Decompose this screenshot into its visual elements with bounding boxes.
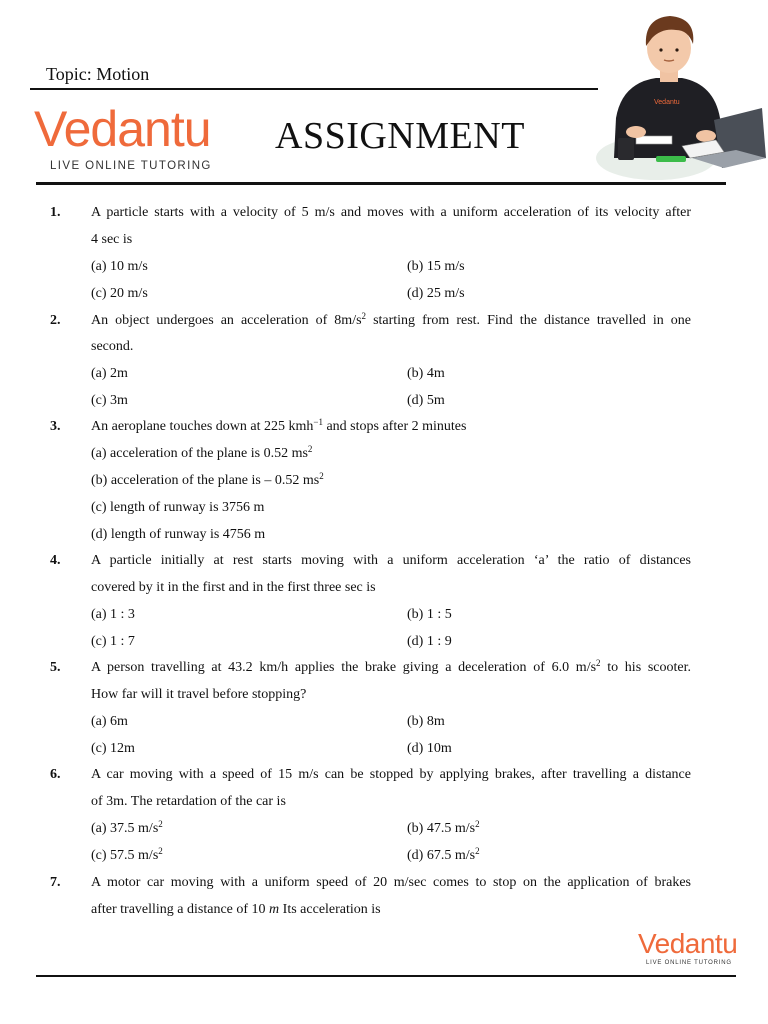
question-text-line: A car moving with a speed of 15 m/s can be stopped by applying brakes, after travelling a distance xyxy=(91,767,691,782)
option-c xyxy=(91,848,163,864)
question-number: 4. xyxy=(50,553,61,568)
header-top-rule xyxy=(30,88,598,90)
option-b: (b) 15 m/s xyxy=(407,259,465,274)
text-segment: A person travelling at 43.2 km/h applies the brake giving a deceleration of 6.0 m/s xyxy=(91,660,597,675)
text-segment: to his scooter. xyxy=(600,660,691,675)
option-a: (a) 6m xyxy=(91,714,128,729)
topic-label: Topic: Motion xyxy=(46,64,150,84)
question-text-line xyxy=(91,902,691,918)
option-d: (d) 25 m/s xyxy=(407,286,465,301)
option-d: (d) 5m xyxy=(407,393,445,408)
question-number: 7. xyxy=(50,875,61,890)
superscript: −1 xyxy=(313,417,323,427)
option-d: (d) 1 : 9 xyxy=(407,634,452,649)
option-text: (d) length of runway is 4756 m xyxy=(91,527,266,542)
logo-wordmark: Vedantu xyxy=(34,101,211,157)
superscript: 2 xyxy=(361,311,367,321)
student-illustration xyxy=(596,8,768,184)
option-c: (c) 20 m/s xyxy=(91,286,148,301)
option-a: (a) 2m xyxy=(91,366,128,381)
text-segment: An aeroplane touches down at 225 kmh xyxy=(91,419,314,434)
option-c xyxy=(91,500,264,516)
option-c: (c) 12m xyxy=(91,741,135,756)
superscript: 2 xyxy=(158,846,163,856)
question-text-line xyxy=(91,419,691,435)
text-segment: after travelling a distance of 10 xyxy=(91,902,270,917)
option-a: (a) 10 m/s xyxy=(91,259,148,274)
option-c: (c) 3m xyxy=(91,393,128,408)
italic-unit: m xyxy=(269,902,280,917)
question-text-line: of 3m. The retardation of the car is xyxy=(91,794,286,809)
question-number: 3. xyxy=(50,419,61,434)
question-text-line xyxy=(91,660,691,676)
option-a xyxy=(91,446,312,462)
option-text: (a) acceleration of the plane is 0.52 ms xyxy=(91,446,308,461)
option-a xyxy=(91,821,163,837)
question-number: 1. xyxy=(50,205,61,220)
question-number: 6. xyxy=(50,767,61,782)
option-d xyxy=(407,848,480,864)
logo-tagline: LIVE ONLINE TUTORING xyxy=(50,160,212,172)
superscript: 2 xyxy=(475,846,480,856)
option-text: (c) length of runway is 3756 m xyxy=(91,500,265,515)
text-segment: Its acceleration is xyxy=(279,902,381,917)
superscript: 2 xyxy=(307,444,313,454)
option-text: (d) 67.5 m/s xyxy=(407,848,476,863)
question-text-line: second. xyxy=(91,339,134,354)
page-title: ASSIGNMENT xyxy=(275,115,525,157)
question-text-line xyxy=(91,313,691,329)
question-text-line: 4 sec is xyxy=(91,232,133,247)
footer-rule xyxy=(36,975,736,977)
option-b: (b) 8m xyxy=(407,714,445,729)
text-segment: and stops after 2 minutes xyxy=(322,419,467,434)
question-text-line: A particle starts with a velocity of 5 m/s and moves with a uniform acceleration of its velocity after xyxy=(91,205,691,220)
shirt-logo-text: Vedantu xyxy=(654,99,680,106)
question-text-line: covered by it in the first and in the first three sec is xyxy=(91,580,376,595)
header-bottom-rule xyxy=(36,182,726,185)
footer-vedantu-logo xyxy=(638,930,738,970)
option-d: (d) 10m xyxy=(407,741,452,756)
footer-logo-tagline: LIVE ONLINE TUTORING xyxy=(646,960,732,966)
option-text: (a) 37.5 m/s xyxy=(91,821,159,836)
option-text: (b) acceleration of the plane is – 0.52 ms xyxy=(91,473,320,488)
text-segment: starting from rest. Find the distance travelled in one xyxy=(366,313,691,328)
option-d xyxy=(91,527,265,543)
question-text-line: A motor car moving with a uniform speed of 20 m/sec comes to stop on the application of brakes xyxy=(91,875,691,890)
footer-logo-wordmark: Vedantu xyxy=(638,928,738,959)
superscript: 2 xyxy=(475,819,480,829)
question-text-line: How far will it travel before stopping? xyxy=(91,687,307,702)
vedantu-logo xyxy=(34,101,224,174)
option-c: (c) 1 : 7 xyxy=(91,634,135,649)
question-text-line: A particle initially at rest starts moving with a uniform acceleration ‘a’ the ratio of distances xyxy=(91,553,691,568)
superscript: 2 xyxy=(596,658,601,668)
question-number: 5. xyxy=(50,660,61,675)
superscript: 2 xyxy=(158,819,163,829)
option-b: (b) 1 : 5 xyxy=(407,607,452,622)
question-number: 2. xyxy=(50,313,61,328)
option-b: (b) 4m xyxy=(407,366,445,381)
option-b xyxy=(407,821,480,837)
option-a: (a) 1 : 3 xyxy=(91,607,135,622)
option-text: (b) 47.5 m/s xyxy=(407,821,476,836)
option-b xyxy=(91,473,324,489)
text-segment: An object undergoes an acceleration of 8m/s xyxy=(91,313,362,328)
superscript: 2 xyxy=(319,471,324,481)
option-text: (c) 57.5 m/s xyxy=(91,848,159,863)
